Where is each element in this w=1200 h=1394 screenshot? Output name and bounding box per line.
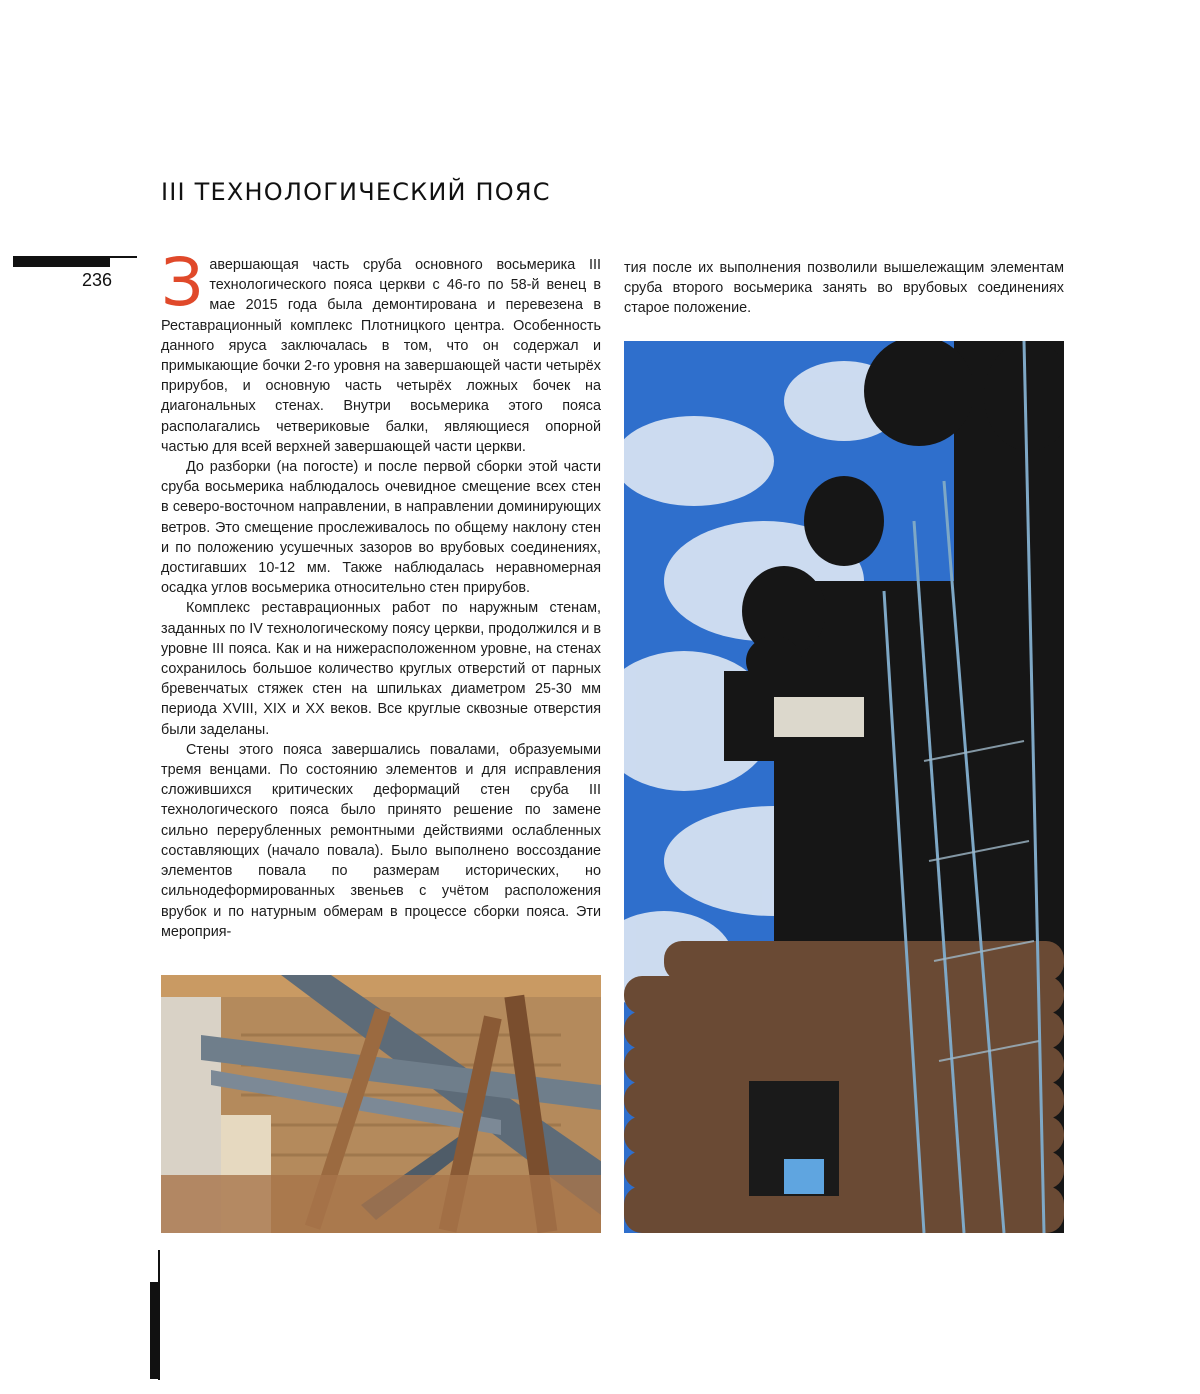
photo-interior-illustration bbox=[161, 975, 601, 1233]
paragraph-continuation: тия после их выполнения позволили вышележащим элементам сруба второго восьмерика занять во врубовых соединениях старое положение. bbox=[624, 260, 1064, 317]
text-column-right bbox=[624, 258, 1064, 319]
paragraph-1 bbox=[161, 244, 601, 457]
header-rule-thick bbox=[13, 258, 110, 267]
footer-bar-thick bbox=[150, 1282, 160, 1379]
paragraph-4: Стены этого пояса завершались повалами, образуемыми тремя венцами. По состоянию элементов и для исправления сложившихся критических деформаций стен сруба III технологического пояса было принято решение по замене сильно перерубленных ремонтными действиями ослабленных составляющих (начало повала). Было выполнено воссоздание элементов повала по размерам исторических, но сильнодеформированных звеньев с учётом расположения врубок и по натурным обмерам в процессе сборки пояса. Эти мероприя- bbox=[161, 741, 601, 940]
text-column-left bbox=[161, 244, 601, 942]
page-number: 236 bbox=[82, 270, 113, 290]
section-title: III ТЕХНОЛОГИЧЕСКИЙ ПОЯС bbox=[161, 178, 551, 206]
paragraph-2: До разборки (на погосте) и после первой сборки этой части сруба восьмерика наблюдалось очевидное смещение всех стен в северо-восточном направлении, в направлении доминирующих ветров. Это смещение прослеживалось по общему наклону стен и по положению усушечных зазоров во врубовых соединениях, достигавших 10-12 мм. Также наблюдалась неравномерная осадка углов восьмерика относительно стен прирубов. bbox=[161, 459, 601, 597]
dropcap-letter: З bbox=[161, 244, 204, 321]
paragraph-1-text: авершающая часть сруба основного восьмерика III технологического пояса церкви с 46-го по 58-й венец в мае 2015 года была демонтирована и перевезена в Реставрационный комплекс Плотницкого центра. Особенность данного яруса заключалась в том, что он содержал и примыкающие бочки 2-го уровня на завершающей части четырёх прирубов, и основную часть четырёх ложных бочек на диагональных стенах. Внутри восьмерика этого пояса располагались четвериковые балки, являющиеся опорной частью для всей верхней завершающей части церкви. bbox=[161, 257, 601, 455]
photo-church-illustration bbox=[624, 341, 1064, 1233]
photo-interior-steel-beams bbox=[161, 975, 601, 1233]
photo-church-exterior bbox=[624, 341, 1064, 1233]
paragraph-3: Комплекс реставрационных работ по наружным стенам, заданных по IV технологическому поясу церкви, продолжился и в уровне III пояса. Как и на нижерасположенном уровне, на стенах сохранилось большое количество круглых отверстий от парных бревенчатых стяжек стен на шпильках диаметром 25-30 мм периода XVIII, XIX и XX веков. Все круглые сквозные отверстия были заделаны. bbox=[161, 600, 601, 738]
